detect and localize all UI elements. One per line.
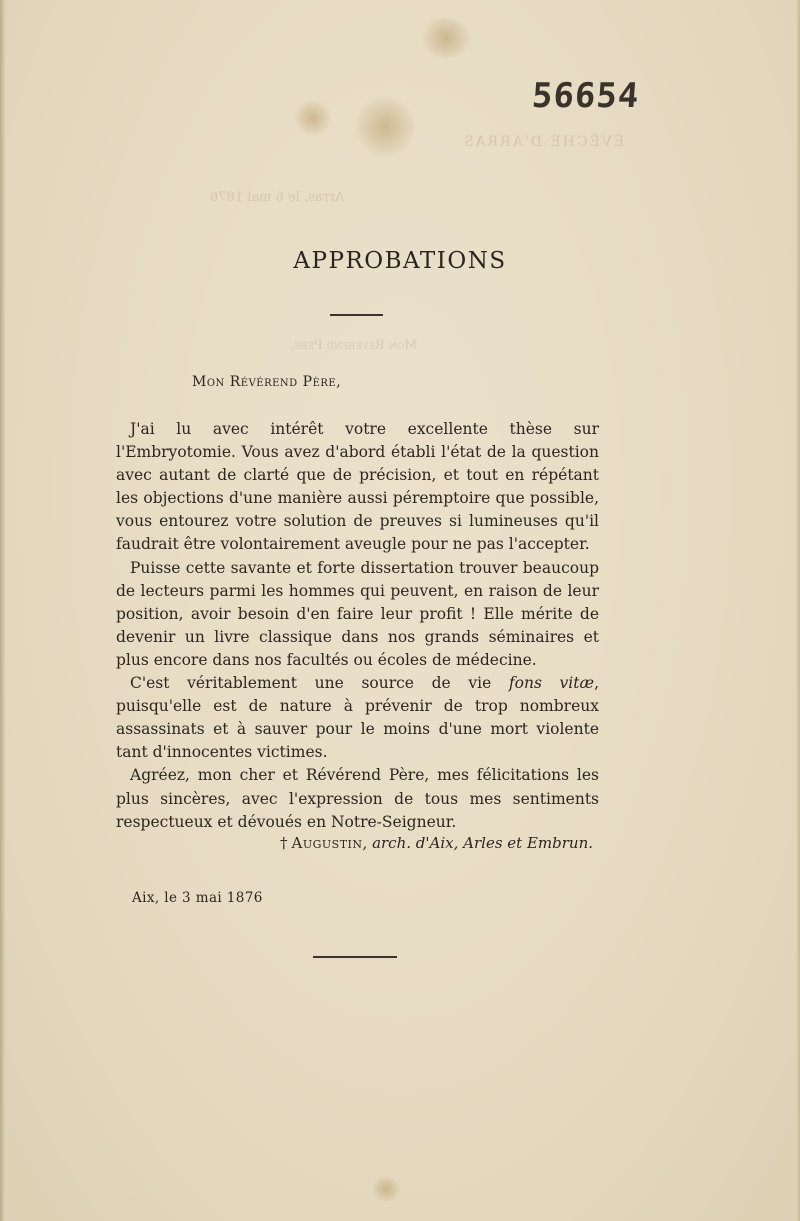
- inventory-number-stamp: 56654: [530, 76, 641, 116]
- salutation: Mon Révérend Père,: [192, 374, 342, 390]
- bleed-through-text: Mon Révérend Père,: [290, 338, 418, 353]
- paragraph-text: C'est véritablement une source de vie: [130, 674, 509, 693]
- signature-separator: ,: [362, 834, 373, 852]
- place-date: Aix, le 3 mai 1876: [132, 890, 263, 906]
- paragraph-text: , puisqu'elle est de nature à prévenir de trop nombreux assassinats et à sauver pour le moins d'une mort violente tant d'innocentes victimes.: [116, 674, 599, 762]
- bleed-through-text: Arras, le 6 mai 1876: [210, 190, 345, 205]
- paragraph: [116, 672, 599, 764]
- paragraph: J'ai lu avec intérêt votre excellente thèse sur l'Embryotomie. Vous avez d'abord établi l'état de la question avec autant de clarté que de précision, et tout en répétant les objections d'une manière aussi péremptoire que possible, vous entourez votre solution de preuves si lumineuses qu'il faudrait être volontairement aveugle pour ne pas l'accepter.: [116, 420, 599, 554]
- closing-divider: [313, 956, 397, 958]
- bleed-through-text: ÉVÊCHÉ D'ARRAS: [462, 134, 625, 150]
- title-divider: [330, 314, 383, 316]
- foxing-spot: [372, 1176, 400, 1202]
- page-left-edge: [0, 0, 5, 1221]
- cross-symbol: †: [280, 834, 288, 852]
- page-right-edge: [796, 0, 800, 1221]
- signatory-role: arch.: [372, 834, 412, 852]
- foxing-spot: [420, 18, 472, 58]
- paragraph: Agréez, mon cher et Révérend Père, mes félicitations les plus sincères, avec l'expression de tous mes sentiments respectueux et dévoués en Notre-Seigneur.: [116, 766, 599, 831]
- signature-line: [280, 834, 593, 852]
- foxing-spot: [295, 100, 331, 136]
- page-title: APPROBATIONS: [293, 248, 507, 274]
- foxing-spot: [356, 96, 414, 158]
- signatory-sees: d'Aix, Arles et Embrun.: [415, 834, 593, 852]
- paragraph: Puisse cette savante et forte dissertation trouver beaucoup de lecteurs parmi les hommes qui peuvent, en raison de leur position, avoir besoin d'en faire leur profit ! Elle mérite de devenir un livre classique dans nos grands séminaires et plus encore dans nos facultés ou écoles de médecine.: [116, 558, 599, 669]
- signatory-name: Augustin: [291, 834, 363, 852]
- letter-body: [116, 418, 599, 834]
- latin-phrase: fons vitæ: [508, 674, 595, 693]
